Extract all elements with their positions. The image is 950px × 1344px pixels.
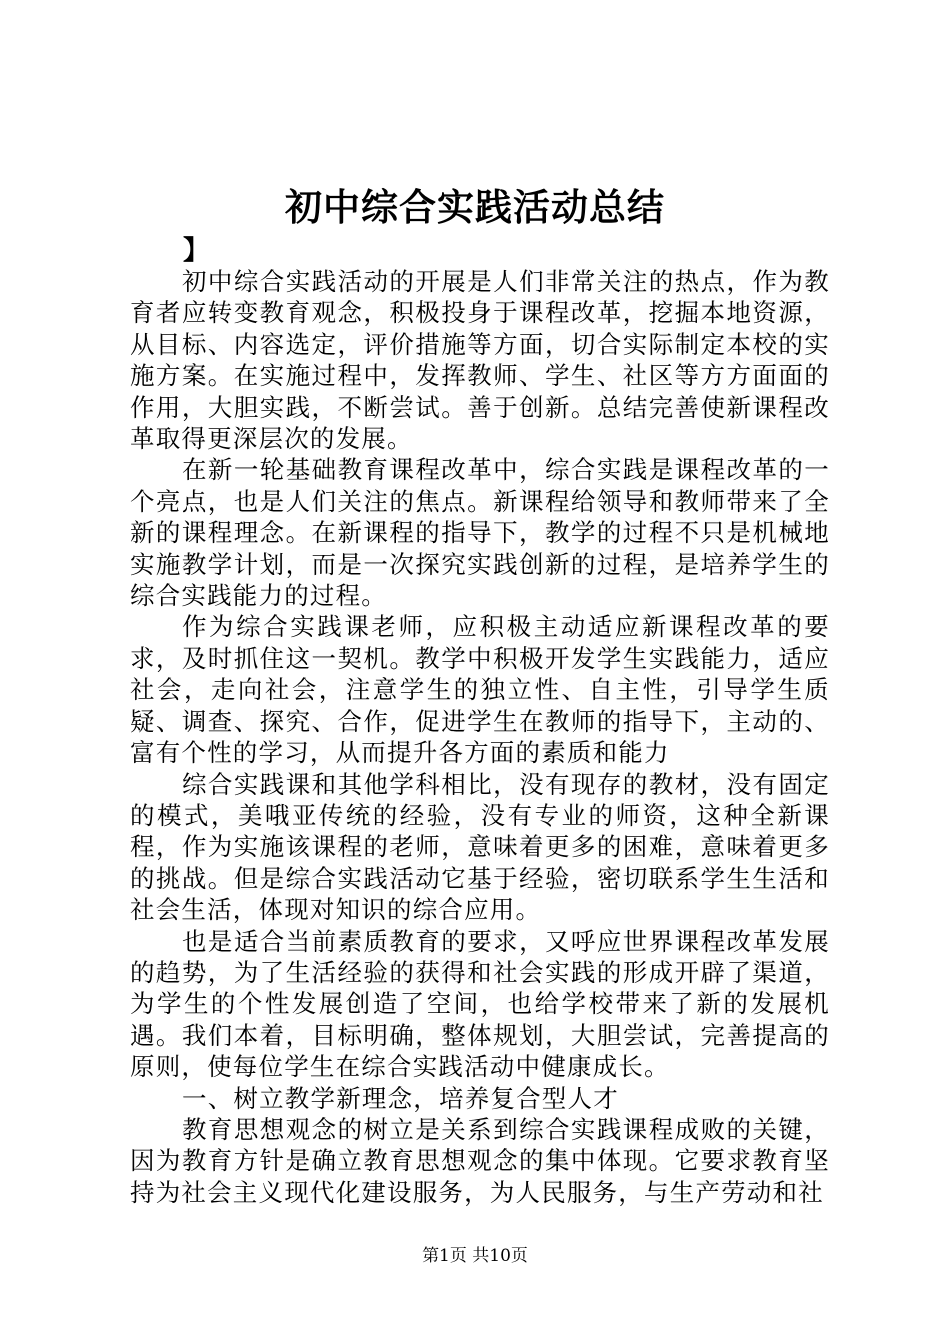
paragraph-3: 作为综合实践课老师，应积极主动适应新课程改革的要求，及时抓住这一契机。教学中积极开发学生实践能力，适应社会，走向社会，注意学生的独立性、自主性，引导学生质疑、调查、探究、合作，促进学生在教师的指导下，主动的、富有个性的学习，从而提升各方面的素质和能力 — [130, 612, 830, 768]
document-body — [130, 266, 830, 1208]
paragraph-1: 初中综合实践活动的开展是人们非常关注的热点，作为教育者应转变教育观念，积极投身于课程改革，挖掘本地资源，从目标、内容选定，评价措施等方面，切合实际制定本校的实施方案。在实施过程中，发挥教师、学生、社区等方方面面的作用，大胆实践，不断尝试。善于创新。总结完善使新课程改革取得更深层次的发展。 — [130, 267, 830, 454]
document-title: 初中综合实践活动总结 — [285, 185, 665, 229]
page-footer: 第1页 共10页 — [422, 1246, 528, 1266]
paragraph-4: 综合实践课和其他学科相比，没有现存的教材，没有固定的模式，美哦亚传统的经验，没有专业的师资，这种全新课程，作为实施该课程的老师，意味着更多的困难，意味着更多的挑战。但是综合实践活动它基于经验，密切联系学生生活和社会生活，体现对知识的综合应用。 — [130, 769, 830, 925]
paragraph-6: 教育思想观念的树立是关系到综合实践课程成败的关键，因为教育方针是确立教育思想观念的集中体现。它要求教育坚持为社会主义现代化建设服务，为人民服务，与生产劳动和社 — [130, 1114, 830, 1207]
paragraph-5: 也是适合当前素质教育的要求，又呼应世界课程改革发展的趋势，为了生活经验的获得和社会实践的形成开辟了渠道，为学生的个性发展创造了空间，也给学校带来了新的发展机遇。我们本着，目标明确，整体规划，大胆尝试，完善提高的原则，使每位学生在综合实践活动中健康成长。 — [130, 926, 830, 1082]
bracket-mark: 】 — [183, 236, 210, 266]
section-heading-1: 一、树立教学新理念，培养复合型人才 — [182, 1083, 619, 1113]
paragraph-2: 在新一轮基础教育课程改革中，综合实践是课程改革的一个亮点，也是人们关注的焦点。新课程给领导和教师带来了全新的课程理念。在新课程的指导下，教学的过程不只是机械地实施教学计划，而是一次探究实践创新的过程，是培养学生的综合实践能力的过程。 — [130, 455, 830, 611]
